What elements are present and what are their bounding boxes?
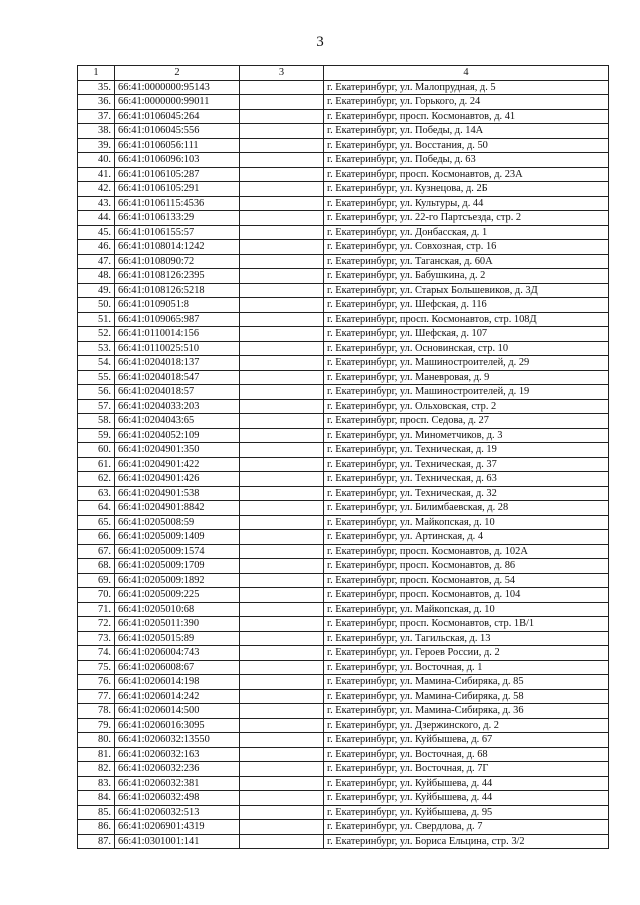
row-number: 46. bbox=[78, 240, 115, 255]
column-3-cell bbox=[240, 356, 324, 371]
address-cell: г. Екатеринбург, ул. Свердлова, д. 7 bbox=[324, 820, 609, 835]
address-cell: г. Екатеринбург, ул. Культуры, д. 44 bbox=[324, 196, 609, 211]
row-number: 84. bbox=[78, 791, 115, 806]
address-cell: г. Екатеринбург, ул. Майкопская, д. 10 bbox=[324, 515, 609, 530]
row-number: 39. bbox=[78, 138, 115, 153]
table-row bbox=[78, 167, 609, 182]
cadastral-number: 66:41:0206016:3095 bbox=[115, 718, 240, 733]
column-3-cell bbox=[240, 414, 324, 429]
cadastral-number: 66:41:0109065:987 bbox=[115, 312, 240, 327]
cadastral-number: 66:41:0108090:72 bbox=[115, 254, 240, 269]
address-cell: г. Екатеринбург, ул. Дзержинского, д. 2 bbox=[324, 718, 609, 733]
row-number: 80. bbox=[78, 733, 115, 748]
address-cell: г. Екатеринбург, ул. Старых Большевиков, д. 3Д bbox=[324, 283, 609, 298]
cadastral-number: 66:41:0108126:2395 bbox=[115, 269, 240, 284]
column-3-cell bbox=[240, 341, 324, 356]
column-3-cell bbox=[240, 225, 324, 240]
table-row bbox=[78, 718, 609, 733]
address-cell: г. Екатеринбург, ул. Героев России, д. 2 bbox=[324, 646, 609, 661]
row-number: 37. bbox=[78, 109, 115, 124]
row-number: 58. bbox=[78, 414, 115, 429]
row-number: 57. bbox=[78, 399, 115, 414]
table-row bbox=[78, 747, 609, 762]
column-3-cell bbox=[240, 791, 324, 806]
column-3-cell bbox=[240, 399, 324, 414]
table-header-row bbox=[78, 66, 609, 81]
column-3-cell bbox=[240, 544, 324, 559]
column-3-cell bbox=[240, 167, 324, 182]
row-number: 74. bbox=[78, 646, 115, 661]
row-number: 56. bbox=[78, 385, 115, 400]
table-row bbox=[78, 501, 609, 516]
property-register-table bbox=[77, 65, 609, 849]
address-cell: г. Екатеринбург, ул. Машиностроителей, д. 29 bbox=[324, 356, 609, 371]
cadastral-number: 66:41:0206014:500 bbox=[115, 704, 240, 719]
table-row bbox=[78, 791, 609, 806]
row-number: 72. bbox=[78, 617, 115, 632]
address-cell: г. Екатеринбург, ул. Восстания, д. 50 bbox=[324, 138, 609, 153]
row-number: 60. bbox=[78, 443, 115, 458]
table-row bbox=[78, 617, 609, 632]
column-3-cell bbox=[240, 196, 324, 211]
address-cell: г. Екатеринбург, ул. Тагильская, д. 13 bbox=[324, 631, 609, 646]
column-3-cell bbox=[240, 240, 324, 255]
cadastral-number: 66:41:0106133:29 bbox=[115, 211, 240, 226]
cadastral-number: 66:41:0106105:291 bbox=[115, 182, 240, 197]
address-cell: г. Екатеринбург, ул. Шефская, д. 107 bbox=[324, 327, 609, 342]
row-number: 70. bbox=[78, 588, 115, 603]
table-row bbox=[78, 805, 609, 820]
address-cell: г. Екатеринбург, ул. Билимбаевская, д. 28 bbox=[324, 501, 609, 516]
table-row bbox=[78, 689, 609, 704]
cadastral-number: 66:41:0204901:426 bbox=[115, 472, 240, 487]
table-body bbox=[78, 80, 609, 849]
cadastral-number: 66:41:0205010:68 bbox=[115, 602, 240, 617]
table-row bbox=[78, 820, 609, 835]
table-row bbox=[78, 225, 609, 240]
cadastral-number: 66:41:0204033:203 bbox=[115, 399, 240, 414]
column-3-cell bbox=[240, 776, 324, 791]
table-row bbox=[78, 182, 609, 197]
table-row bbox=[78, 573, 609, 588]
table-row bbox=[78, 95, 609, 110]
column-3-cell bbox=[240, 138, 324, 153]
cadastral-number: 66:41:0206901:4319 bbox=[115, 820, 240, 835]
address-cell: г. Екатеринбург, ул. 22-го Партсъезда, стр. 2 bbox=[324, 211, 609, 226]
row-number: 44. bbox=[78, 211, 115, 226]
column-3-cell bbox=[240, 631, 324, 646]
row-number: 51. bbox=[78, 312, 115, 327]
row-number: 36. bbox=[78, 95, 115, 110]
address-cell: г. Екатеринбург, просп. Космонавтов, д. 23А bbox=[324, 167, 609, 182]
address-cell: г. Екатеринбург, просп. Космонавтов, д. 104 bbox=[324, 588, 609, 603]
address-cell: г. Екатеринбург, ул. Бориса Ельцина, стр. 3/2 bbox=[324, 834, 609, 849]
row-number: 86. bbox=[78, 820, 115, 835]
row-number: 61. bbox=[78, 457, 115, 472]
cadastral-number: 66:41:0206032:236 bbox=[115, 762, 240, 777]
cadastral-number: 66:41:0301001:141 bbox=[115, 834, 240, 849]
address-cell: г. Екатеринбург, ул. Ольховская, стр. 2 bbox=[324, 399, 609, 414]
column-3-cell bbox=[240, 283, 324, 298]
table-row bbox=[78, 109, 609, 124]
table-row bbox=[78, 211, 609, 226]
row-number: 63. bbox=[78, 486, 115, 501]
table-row bbox=[78, 544, 609, 559]
cadastral-number: 66:41:0206032:13550 bbox=[115, 733, 240, 748]
column-3-cell bbox=[240, 515, 324, 530]
column-3-cell bbox=[240, 153, 324, 168]
cadastral-number: 66:41:0204901:8842 bbox=[115, 501, 240, 516]
table-row bbox=[78, 588, 609, 603]
row-number: 77. bbox=[78, 689, 115, 704]
address-cell: г. Екатеринбург, ул. Техническая, д. 63 bbox=[324, 472, 609, 487]
table-row bbox=[78, 515, 609, 530]
table-row bbox=[78, 428, 609, 443]
address-cell: г. Екатеринбург, ул. Куйбышева, д. 44 bbox=[324, 776, 609, 791]
column-3-cell bbox=[240, 602, 324, 617]
column-3-cell bbox=[240, 805, 324, 820]
cadastral-number: 66:41:0109051:8 bbox=[115, 298, 240, 313]
cadastral-number: 66:41:0204901:538 bbox=[115, 486, 240, 501]
column-3-cell bbox=[240, 747, 324, 762]
cadastral-number: 66:41:0106045:264 bbox=[115, 109, 240, 124]
cadastral-number: 66:41:0205008:59 bbox=[115, 515, 240, 530]
column-3-cell bbox=[240, 675, 324, 690]
table-row bbox=[78, 124, 609, 139]
column-3-cell bbox=[240, 312, 324, 327]
page-number: 3 bbox=[316, 34, 324, 50]
table-row bbox=[78, 704, 609, 719]
cadastral-number: 66:41:0108014:1242 bbox=[115, 240, 240, 255]
address-cell: г. Екатеринбург, просп. Космонавтов, д. 102А bbox=[324, 544, 609, 559]
column-header-2: 2 bbox=[115, 66, 240, 81]
row-number: 38. bbox=[78, 124, 115, 139]
row-number: 45. bbox=[78, 225, 115, 240]
table-row bbox=[78, 660, 609, 675]
row-number: 87. bbox=[78, 834, 115, 849]
table-row bbox=[78, 559, 609, 574]
address-cell: г. Екатеринбург, ул. Бабушкина, д. 2 bbox=[324, 269, 609, 284]
column-3-cell bbox=[240, 486, 324, 501]
row-number: 66. bbox=[78, 530, 115, 545]
cadastral-number: 66:41:0204043:65 bbox=[115, 414, 240, 429]
row-number: 65. bbox=[78, 515, 115, 530]
cadastral-number: 66:41:0204018:57 bbox=[115, 385, 240, 400]
address-cell: г. Екатеринбург, ул. Мамина-Сибиряка, д. 36 bbox=[324, 704, 609, 719]
column-3-cell bbox=[240, 327, 324, 342]
address-cell: г. Екатеринбург, ул. Техническая, д. 32 bbox=[324, 486, 609, 501]
cadastral-number: 66:41:0204018:137 bbox=[115, 356, 240, 371]
column-3-cell bbox=[240, 211, 324, 226]
address-cell: г. Екатеринбург, ул. Мамина-Сибиряка, д. 85 bbox=[324, 675, 609, 690]
address-cell: г. Екатеринбург, ул. Победы, д. 63 bbox=[324, 153, 609, 168]
column-3-cell bbox=[240, 820, 324, 835]
cadastral-number: 66:41:0204901:350 bbox=[115, 443, 240, 458]
cadastral-number: 66:41:0106115:4536 bbox=[115, 196, 240, 211]
column-3-cell bbox=[240, 704, 324, 719]
table-row bbox=[78, 283, 609, 298]
table-row bbox=[78, 602, 609, 617]
address-cell: г. Екатеринбург, просп. Космонавтов, д. 86 bbox=[324, 559, 609, 574]
table-row bbox=[78, 80, 609, 95]
column-3-cell bbox=[240, 617, 324, 632]
row-number: 69. bbox=[78, 573, 115, 588]
row-number: 55. bbox=[78, 370, 115, 385]
column-3-cell bbox=[240, 530, 324, 545]
column-3-cell bbox=[240, 472, 324, 487]
column-3-cell bbox=[240, 370, 324, 385]
row-number: 81. bbox=[78, 747, 115, 762]
cadastral-number: 66:41:0106105:287 bbox=[115, 167, 240, 182]
cadastral-number: 66:41:0110014:156 bbox=[115, 327, 240, 342]
row-number: 47. bbox=[78, 254, 115, 269]
cadastral-number: 66:41:0000000:99011 bbox=[115, 95, 240, 110]
table-row bbox=[78, 762, 609, 777]
table-row bbox=[78, 834, 609, 849]
column-3-cell bbox=[240, 254, 324, 269]
table-row bbox=[78, 530, 609, 545]
row-number: 76. bbox=[78, 675, 115, 690]
cadastral-number: 66:41:0206004:743 bbox=[115, 646, 240, 661]
row-number: 48. bbox=[78, 269, 115, 284]
address-cell: г. Екатеринбург, просп. Космонавтов, д. 41 bbox=[324, 109, 609, 124]
cadastral-number: 66:41:0204018:547 bbox=[115, 370, 240, 385]
column-3-cell bbox=[240, 298, 324, 313]
row-number: 64. bbox=[78, 501, 115, 516]
cadastral-number: 66:41:0205009:1892 bbox=[115, 573, 240, 588]
row-number: 40. bbox=[78, 153, 115, 168]
cadastral-number: 66:41:0206008:67 bbox=[115, 660, 240, 675]
row-number: 35. bbox=[78, 80, 115, 95]
cadastral-number: 66:41:0206032:163 bbox=[115, 747, 240, 762]
table-row bbox=[78, 312, 609, 327]
row-number: 73. bbox=[78, 631, 115, 646]
address-cell: г. Екатеринбург, ул. Малопрудная, д. 5 bbox=[324, 80, 609, 95]
table-row bbox=[78, 385, 609, 400]
cadastral-number: 66:41:0206014:198 bbox=[115, 675, 240, 690]
address-cell: г. Екатеринбург, ул. Победы, д. 14А bbox=[324, 124, 609, 139]
row-number: 71. bbox=[78, 602, 115, 617]
cadastral-number: 66:41:0206032:498 bbox=[115, 791, 240, 806]
cadastral-number: 66:41:0206032:381 bbox=[115, 776, 240, 791]
row-number: 49. bbox=[78, 283, 115, 298]
row-number: 50. bbox=[78, 298, 115, 313]
table-row bbox=[78, 327, 609, 342]
row-number: 42. bbox=[78, 182, 115, 197]
table-row bbox=[78, 675, 609, 690]
column-header-3: 3 bbox=[240, 66, 324, 81]
cadastral-number: 66:41:0000000:95143 bbox=[115, 80, 240, 95]
address-cell: г. Екатеринбург, ул. Минометчиков, д. 3 bbox=[324, 428, 609, 443]
row-number: 78. bbox=[78, 704, 115, 719]
row-number: 79. bbox=[78, 718, 115, 733]
cadastral-number: 66:41:0204052:109 bbox=[115, 428, 240, 443]
cadastral-number: 66:41:0106155:57 bbox=[115, 225, 240, 240]
table-row bbox=[78, 733, 609, 748]
row-number: 53. bbox=[78, 341, 115, 356]
column-header-4: 4 bbox=[324, 66, 609, 81]
cadastral-number: 66:41:0106056:111 bbox=[115, 138, 240, 153]
address-cell: г. Екатеринбург, ул. Куйбышева, д. 95 bbox=[324, 805, 609, 820]
address-cell: г. Екатеринбург, ул. Майкопская, д. 10 bbox=[324, 602, 609, 617]
address-cell: г. Екатеринбург, ул. Мамина-Сибиряка, д. 58 bbox=[324, 689, 609, 704]
table-row bbox=[78, 240, 609, 255]
address-cell: г. Екатеринбург, ул. Восточная, д. 68 bbox=[324, 747, 609, 762]
column-3-cell bbox=[240, 443, 324, 458]
address-cell: г. Екатеринбург, ул. Артинская, д. 4 bbox=[324, 530, 609, 545]
column-3-cell bbox=[240, 660, 324, 675]
address-cell: г. Екатеринбург, ул. Куйбышева, д. 67 bbox=[324, 733, 609, 748]
table-row bbox=[78, 486, 609, 501]
column-3-cell bbox=[240, 109, 324, 124]
column-3-cell bbox=[240, 182, 324, 197]
row-number: 68. bbox=[78, 559, 115, 574]
row-number: 54. bbox=[78, 356, 115, 371]
row-number: 52. bbox=[78, 327, 115, 342]
table-row bbox=[78, 646, 609, 661]
row-number: 41. bbox=[78, 167, 115, 182]
address-cell: г. Екатеринбург, ул. Техническая, д. 19 bbox=[324, 443, 609, 458]
address-cell: г. Екатеринбург, просп. Космонавтов, д. 54 bbox=[324, 573, 609, 588]
table-row bbox=[78, 370, 609, 385]
column-3-cell bbox=[240, 559, 324, 574]
column-3-cell bbox=[240, 588, 324, 603]
row-number: 43. bbox=[78, 196, 115, 211]
column-3-cell bbox=[240, 646, 324, 661]
address-cell: г. Екатеринбург, ул. Основинская, стр. 10 bbox=[324, 341, 609, 356]
address-cell: г. Екатеринбург, ул. Куйбышева, д. 44 bbox=[324, 791, 609, 806]
column-3-cell bbox=[240, 385, 324, 400]
cadastral-number: 66:41:0205009:1409 bbox=[115, 530, 240, 545]
row-number: 83. bbox=[78, 776, 115, 791]
cadastral-number: 66:41:0206014:242 bbox=[115, 689, 240, 704]
cadastral-number: 66:41:0108126:5218 bbox=[115, 283, 240, 298]
address-cell: г. Екатеринбург, ул. Кузнецова, д. 2Б bbox=[324, 182, 609, 197]
table-row bbox=[78, 138, 609, 153]
address-cell: г. Екатеринбург, ул. Маневровая, д. 9 bbox=[324, 370, 609, 385]
row-number: 82. bbox=[78, 762, 115, 777]
address-cell: г. Екатеринбург, просп. Космонавтов, стр. 108Д bbox=[324, 312, 609, 327]
row-number: 59. bbox=[78, 428, 115, 443]
table-row bbox=[78, 196, 609, 211]
row-number: 75. bbox=[78, 660, 115, 675]
table-row bbox=[78, 399, 609, 414]
table-row bbox=[78, 457, 609, 472]
column-3-cell bbox=[240, 95, 324, 110]
column-3-cell bbox=[240, 733, 324, 748]
row-number: 85. bbox=[78, 805, 115, 820]
address-cell: г. Екатеринбург, просп. Космонавтов, стр. 1В/1 bbox=[324, 617, 609, 632]
column-3-cell bbox=[240, 428, 324, 443]
column-3-cell bbox=[240, 501, 324, 516]
address-cell: г. Екатеринбург, ул. Машиностроителей, д. 19 bbox=[324, 385, 609, 400]
cadastral-number: 66:41:0110025:510 bbox=[115, 341, 240, 356]
address-cell: г. Екатеринбург, ул. Восточная, д. 1 bbox=[324, 660, 609, 675]
table-row bbox=[78, 414, 609, 429]
address-cell: г. Екатеринбург, ул. Совхозная, стр. 16 bbox=[324, 240, 609, 255]
cadastral-number: 66:41:0205009:1574 bbox=[115, 544, 240, 559]
table-row bbox=[78, 776, 609, 791]
table-row bbox=[78, 298, 609, 313]
address-cell: г. Екатеринбург, ул. Донбасская, д. 1 bbox=[324, 225, 609, 240]
table-row bbox=[78, 254, 609, 269]
cadastral-number: 66:41:0204901:422 bbox=[115, 457, 240, 472]
cadastral-number: 66:41:0205011:390 bbox=[115, 617, 240, 632]
column-3-cell bbox=[240, 573, 324, 588]
row-number: 62. bbox=[78, 472, 115, 487]
cadastral-number: 66:41:0205009:225 bbox=[115, 588, 240, 603]
table-row bbox=[78, 153, 609, 168]
address-cell: г. Екатеринбург, просп. Седова, д. 27 bbox=[324, 414, 609, 429]
cadastral-number: 66:41:0206032:513 bbox=[115, 805, 240, 820]
table-row bbox=[78, 356, 609, 371]
address-cell: г. Екатеринбург, ул. Шефская, д. 116 bbox=[324, 298, 609, 313]
column-3-cell bbox=[240, 124, 324, 139]
cadastral-number: 66:41:0106045:556 bbox=[115, 124, 240, 139]
table-row bbox=[78, 631, 609, 646]
address-cell: г. Екатеринбург, ул. Горького, д. 24 bbox=[324, 95, 609, 110]
cadastral-number: 66:41:0205015:89 bbox=[115, 631, 240, 646]
table-row bbox=[78, 269, 609, 284]
cadastral-number: 66:41:0205009:1709 bbox=[115, 559, 240, 574]
table-row bbox=[78, 341, 609, 356]
column-3-cell bbox=[240, 834, 324, 849]
column-header-1: 1 bbox=[78, 66, 115, 81]
table-row bbox=[78, 472, 609, 487]
address-cell: г. Екатеринбург, ул. Восточная, д. 7Г bbox=[324, 762, 609, 777]
address-cell: г. Екатеринбург, ул. Техническая, д. 37 bbox=[324, 457, 609, 472]
table-row bbox=[78, 443, 609, 458]
column-3-cell bbox=[240, 80, 324, 95]
column-3-cell bbox=[240, 689, 324, 704]
cadastral-number: 66:41:0106096:103 bbox=[115, 153, 240, 168]
column-3-cell bbox=[240, 269, 324, 284]
column-3-cell bbox=[240, 457, 324, 472]
column-3-cell bbox=[240, 718, 324, 733]
column-3-cell bbox=[240, 762, 324, 777]
address-cell: г. Екатеринбург, ул. Таганская, д. 60А bbox=[324, 254, 609, 269]
row-number: 67. bbox=[78, 544, 115, 559]
